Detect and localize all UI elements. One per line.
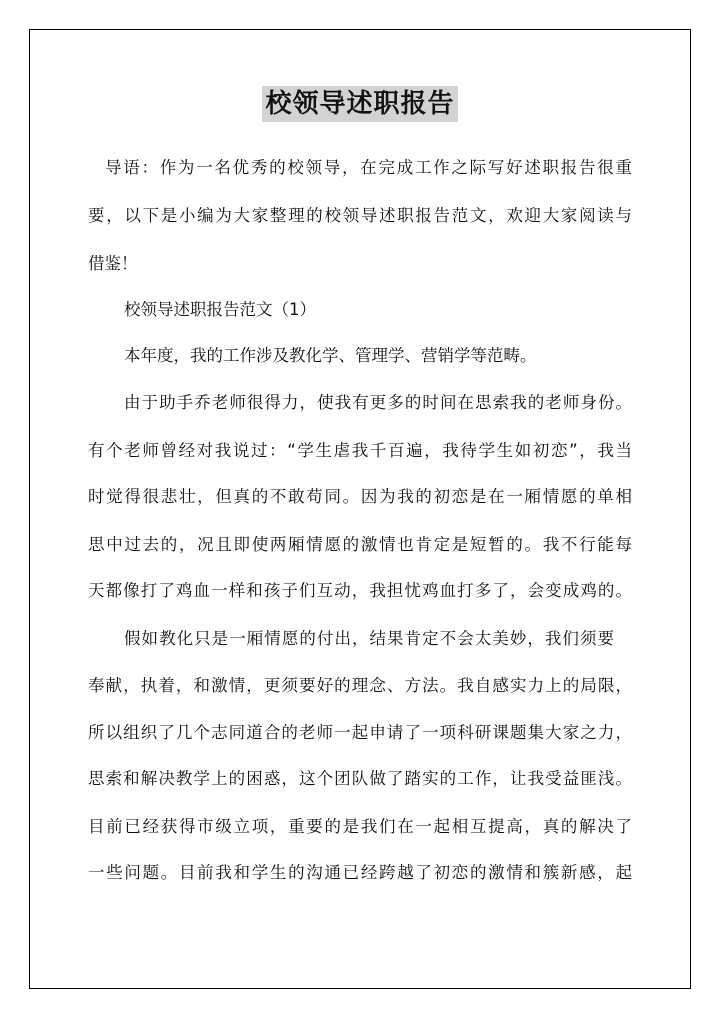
title-container xyxy=(0,86,720,122)
body-line: 时觉得很悲壮，但真的不敢苟同。因为我的初恋是在一厢情愿的单相 xyxy=(88,487,632,506)
body-line: 奉献，执着，和激情，更须要好的理念、方法。我自感实力上的局限， xyxy=(88,676,632,695)
body-line: 思中过去的，况且即使两厢情愿的激情也肯定是短暂的。我不行能每 xyxy=(88,535,632,554)
body-line: 本年度，我的工作涉及教化学、管理学、营销学等范畴。 xyxy=(124,346,537,365)
document-title: 校领导述职报告 xyxy=(262,86,457,122)
body-line: 所以组织了几个志同道合的老师一起申请了一项科研课题集大家之力， xyxy=(88,723,632,742)
section-heading: 校领导述职报告范文（1） xyxy=(124,300,316,319)
intro-line: 借鉴！ xyxy=(88,254,138,273)
body-line: 由于助手乔老师很得力，使我有更多的时间在思索我的老师身份。 xyxy=(124,393,632,412)
intro-line: 要，以下是小编为大家整理的校领导述职报告范文，欢迎大家阅读与 xyxy=(88,206,632,225)
body-line: 假如教化只是一厢情愿的付出，结果肯定不会太美妙，我们须要 xyxy=(124,629,614,648)
intro-line: 导语：作为一名优秀的校领导，在完成工作之际写好述职报告很重 xyxy=(105,158,632,177)
body-line: 思索和解决教学上的困惑，这个团队做了踏实的工作，让我受益匪浅。 xyxy=(88,769,632,788)
body-line: 有个老师曾经对我说过：“学生虐我千百遍，我待学生如初恋”，我当 xyxy=(88,441,632,460)
body-line: 目前已经获得市级立项，重要的是我们在一起相互提高，真的解决了 xyxy=(88,817,632,836)
body-line: 一些问题。目前我和学生的沟通已经跨越了初恋的激情和簇新感，起 xyxy=(88,863,632,882)
body-line: 天都像打了鸡血一样和孩子们互动，我担忧鸡血打多了，会变成鸡的。 xyxy=(88,581,632,600)
